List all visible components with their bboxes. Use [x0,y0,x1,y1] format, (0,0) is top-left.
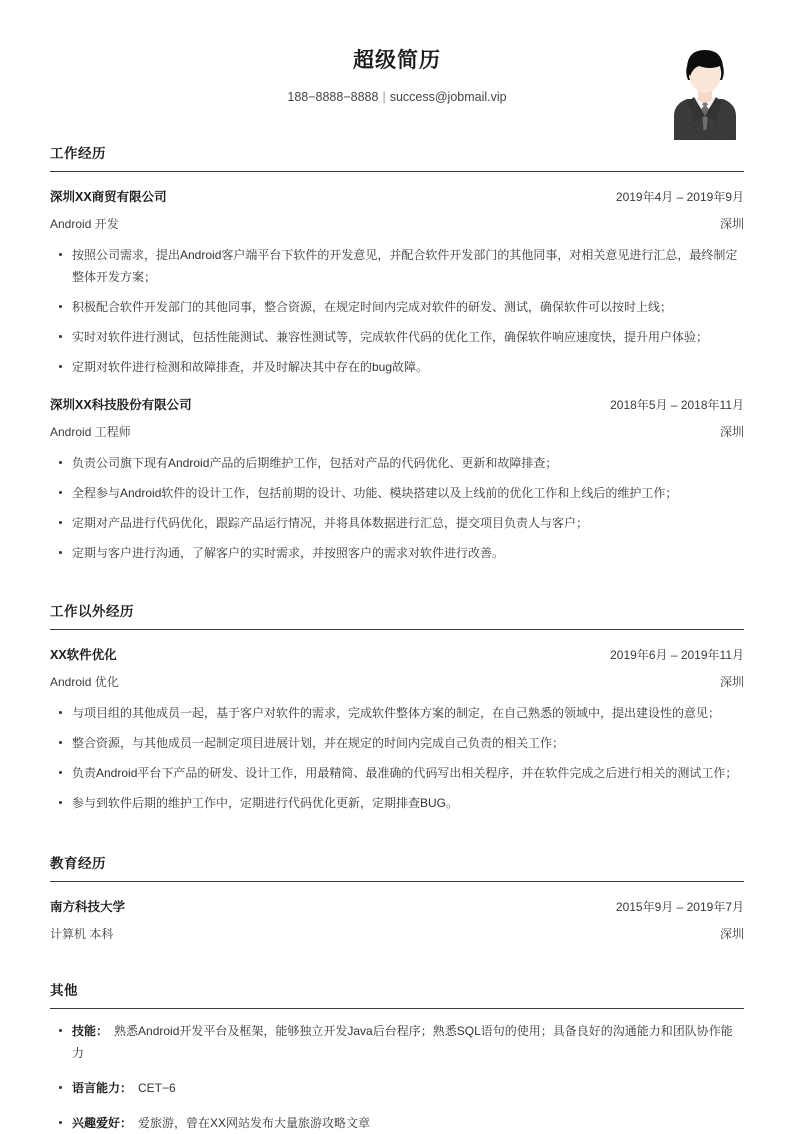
item-label: 技能： [72,1024,109,1038]
list-item: 负责公司旗下现有Android产品的后期维护工作，包括对产品的代码优化、更新和故障排查； [50,452,744,474]
item-text: 爱旅游，曾在XX网站发布大量旅游攻略文章 [138,1116,371,1130]
avatar [670,42,740,140]
other-info-list [50,1020,744,1134]
entry-subheader-row [50,673,744,691]
list-item: 全程参与Android软件的设计工作，包括前期的设计、功能、模块搭建以及上线前的优化工作和上线后的维护工作； [50,482,744,504]
item-label: 语言能力： [72,1081,133,1095]
organization-name: XX软件优化 [50,648,117,662]
entry-header-row [50,187,744,207]
school-name: 南方科技大学 [50,900,126,914]
item-text: CET−6 [138,1081,176,1095]
job-title: Android 开发 [50,217,119,231]
list-item [50,1020,744,1064]
date-range: 2018年5月 – 2018年11月 [610,398,744,412]
list-item [50,1077,744,1099]
list-item [50,1112,744,1134]
list-item: 定期与客户进行沟通，了解客户的实时需求，并按照客户的需求对软件进行改善。 [50,542,744,564]
phone-number: 188−8888−8888 [287,90,379,104]
page-title: 超级简历 [353,49,441,72]
location: 深圳 [719,425,744,439]
list-item: 按照公司需求，提出Android客户端平台下软件的开发意见，并配合软件开发部门的其他同事，对相关意见进行汇总，最终制定整体开发方案； [50,244,744,288]
item-label: 兴趣爱好： [72,1116,133,1130]
section-work-experience [50,144,744,564]
section-other [50,981,744,1134]
responsibility-list [50,244,744,378]
major-degree: 计算机 本科 [50,927,114,941]
entry-subheader-row [50,925,744,943]
experience-entry [50,630,744,814]
job-title: Android 工程师 [50,425,131,439]
responsibility-list [50,702,744,814]
section-title-other: 其他 [50,983,78,998]
experience-entry [50,378,744,564]
section-divider [50,1008,744,1009]
location: 深圳 [719,217,744,231]
section-title-work: 工作经历 [50,146,106,161]
section-title-education: 教育经历 [50,856,106,871]
resume-header [0,0,794,104]
list-item: 定期对软件进行检测和故障排查，并及时解决其中存在的bug故障。 [50,356,744,378]
entry-subheader-row [50,423,744,441]
email-address: success@jobmail.vip [389,90,507,104]
date-range: 2015年9月 – 2019年7月 [615,900,744,914]
list-item: 定期对产品进行代码优化，跟踪产品运行情况，并将具体数据进行汇总，提交项目负责人与客户； [50,512,744,534]
entry-header-row [50,645,744,665]
entry-header-row [50,395,744,415]
section-extracurricular [50,602,744,814]
experience-entry [50,172,744,378]
contact-separator: | [382,90,386,104]
date-range: 2019年4月 – 2019年9月 [615,190,744,204]
list-item: 积极配合软件开发部门的其他同事，整合资源，在规定时间内完成对软件的研发、测试，确保软件可以按时上线； [50,296,744,318]
item-text: 熟悉Android开发平台及框架，能够独立开发Java后台程序；熟悉SQL语句的使用；具备良好的沟通能力和团队协作能力 [72,1024,733,1060]
section-title-extracurricular: 工作以外经历 [50,604,134,619]
list-item: 整合资源，与其他成员一起制定项目进展计划，并在规定的时间内完成自己负责的相关工作； [50,732,744,754]
list-item: 参与到软件后期的维护工作中，定期进行代码优化更新，定期排查BUG。 [50,792,744,814]
organization-name: 深圳XX商贸有限公司 [50,190,167,204]
responsibility-list [50,452,744,564]
list-item: 实时对软件进行测试，包括性能测试、兼容性测试等，完成软件代码的优化工作，确保软件响应速度快，提升用户体验； [50,326,744,348]
entry-header-row [50,897,744,917]
date-range: 2019年6月 – 2019年11月 [610,648,744,662]
section-education [50,854,744,943]
list-item: 负责Android平台下产品的研发、设计工作，用最精简、最准确的代码写出相关程序，并在软件完成之后进行相关的测试工作； [50,762,744,784]
list-item: 与项目组的其他成员一起，基于客户对软件的需求，完成软件整体方案的制定，在自己熟悉的领域中，提出建设性的意见； [50,702,744,724]
entry-subheader-row [50,215,744,233]
job-title: Android 优化 [50,675,119,689]
organization-name: 深圳XX科技股份有限公司 [50,398,192,412]
education-entry [50,882,744,943]
location: 深圳 [719,927,744,941]
location: 深圳 [719,675,744,689]
